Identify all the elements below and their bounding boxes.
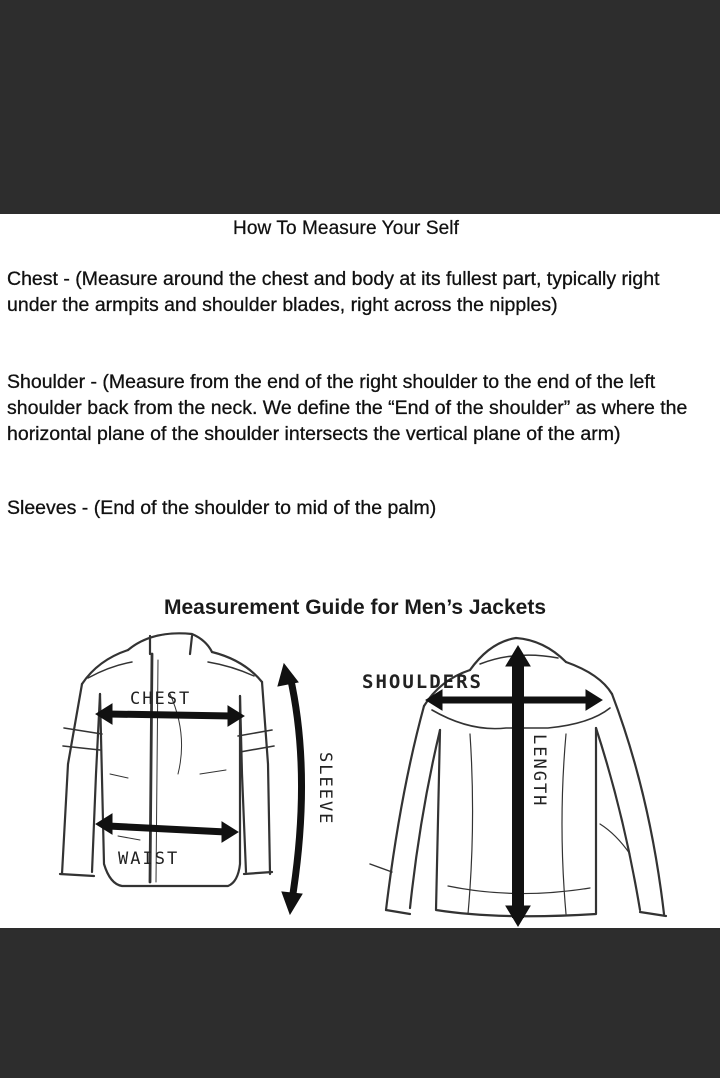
shoulders-label: SHOULDERS: [362, 671, 483, 693]
waist-label: WAIST: [118, 849, 180, 869]
diagram-heading: Measurement Guide for Men’s Jackets: [163, 596, 547, 619]
guide-heading: How To Measure Your Self: [233, 218, 459, 239]
top-dark-band: [0, 0, 720, 214]
bottom-dark-band: [0, 928, 720, 1078]
chest-label: CHEST: [130, 689, 192, 709]
sleeves-instructions: Sleeves - (End of the shoulder to mid of the palm): [7, 497, 437, 519]
sleeve-arrow: [278, 664, 302, 914]
jacket-measurement-diagram: [0, 624, 720, 928]
length-label: LENGTH: [529, 734, 549, 808]
sleeve-label: SLEEVE: [315, 752, 335, 826]
shoulder-instructions: Shoulder - (Measure from the end of the right shoulder to the end of the left shoulder back from the neck. We define the “End of the shoulder” as where the horizontal plane of the shoulder intersects the vertical plane of the arm): [7, 371, 688, 445]
chest-instructions: Chest - (Measure around the chest and body at its fullest part, typically right under the armpits and shoulder blades, right across the nipples): [7, 268, 660, 316]
size-guide-image: [0, 214, 720, 928]
waist-arrow: [96, 814, 238, 842]
length-arrow: [506, 646, 530, 926]
